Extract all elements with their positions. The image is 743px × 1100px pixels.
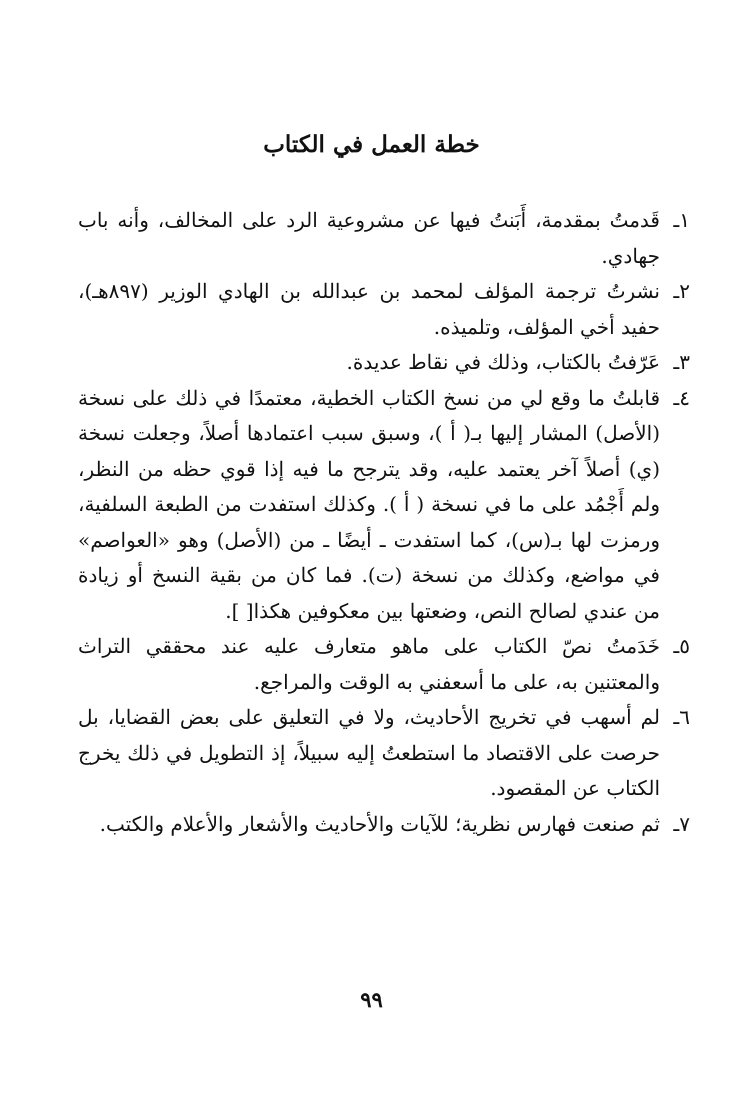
- item-number: ٤ـ: [673, 385, 690, 410]
- list-item: [78, 274, 690, 345]
- item-text: نشرتُ ترجمة المؤلف لمحمد بن عبدالله بن الهادي الوزير (٨٩٧هـ)، حفيد أخي المؤلف، وتلميذه.: [78, 279, 660, 339]
- page-number: ٩٩: [360, 987, 383, 1012]
- item-number: ٦ـ: [673, 705, 690, 729]
- list-item: [78, 203, 690, 274]
- item-text: قَدمتُ بمقدمة، أَبَنتُ فيها عن مشروعية الرد على المخالف، وأنه باب جهادي.: [78, 208, 660, 268]
- item-number: ٧ـ: [673, 811, 690, 836]
- item-number: ٣ـ: [673, 350, 690, 374]
- item-text: ثم صنعت فهارس نظرية؛ للآيات والأحاديث والأشعار والأعلام والكتب.: [99, 811, 660, 836]
- item-text: عَرّفتُ بالكتاب، وذلك في نقاط عديدة.: [346, 350, 660, 374]
- item-text: قابلتُ ما وقع لي من نسخ الكتاب الخطية، معتمدًا في ذلك على نسخة (الأصل) المشار إليها بـ( أ )، وسبق سبب اعتمادها أصلاً، وجعلت نسخة (ي) أصلاً آخر يعتمد عليه، وقد يترجح ما فيه إذا قوي حظه من النظر، ولم أَجْمُد على ما في نسخة ( أ ). وكذلك استفدت من الطبعة السلفية، ورمزت لها بـ(س)، كما استفدت ـ أيضًا ـ من (الأصل) وهو «العواصم» في مواضع، وكذلك من نسخة (ت). فما كان من بقية النسخ أو زيادة من عندي لصالح النص، وضعتها بين معكوفين هكذا[ ].: [78, 385, 660, 623]
- list-item: [78, 381, 690, 630]
- list-item: [78, 807, 690, 843]
- list-item: [78, 700, 690, 807]
- item-number: ٥ـ: [673, 634, 690, 658]
- item-text: خَدَمتُ نصّ الكتاب على ماهو متعارف عليه عند محققي التراث والمعتنين به، على ما أسعفني به الوقت والمراجع.: [78, 634, 660, 694]
- work-plan-list: [78, 203, 690, 842]
- item-number: ٢ـ: [673, 279, 690, 303]
- page-title: خطة العمل في الكتاب: [263, 131, 480, 158]
- list-item: [78, 345, 690, 381]
- list-item: [78, 629, 690, 700]
- item-number: ١ـ: [673, 208, 690, 232]
- item-text: لم أسهب في تخريج الأحاديث، ولا في التعليق على بعض القضايا، بل حرصت على الاقتصاد ما استطعتُ إليه سبيلاً، إذ التطويل في ذلك يخرج الكتاب عن المقصود.: [78, 705, 660, 800]
